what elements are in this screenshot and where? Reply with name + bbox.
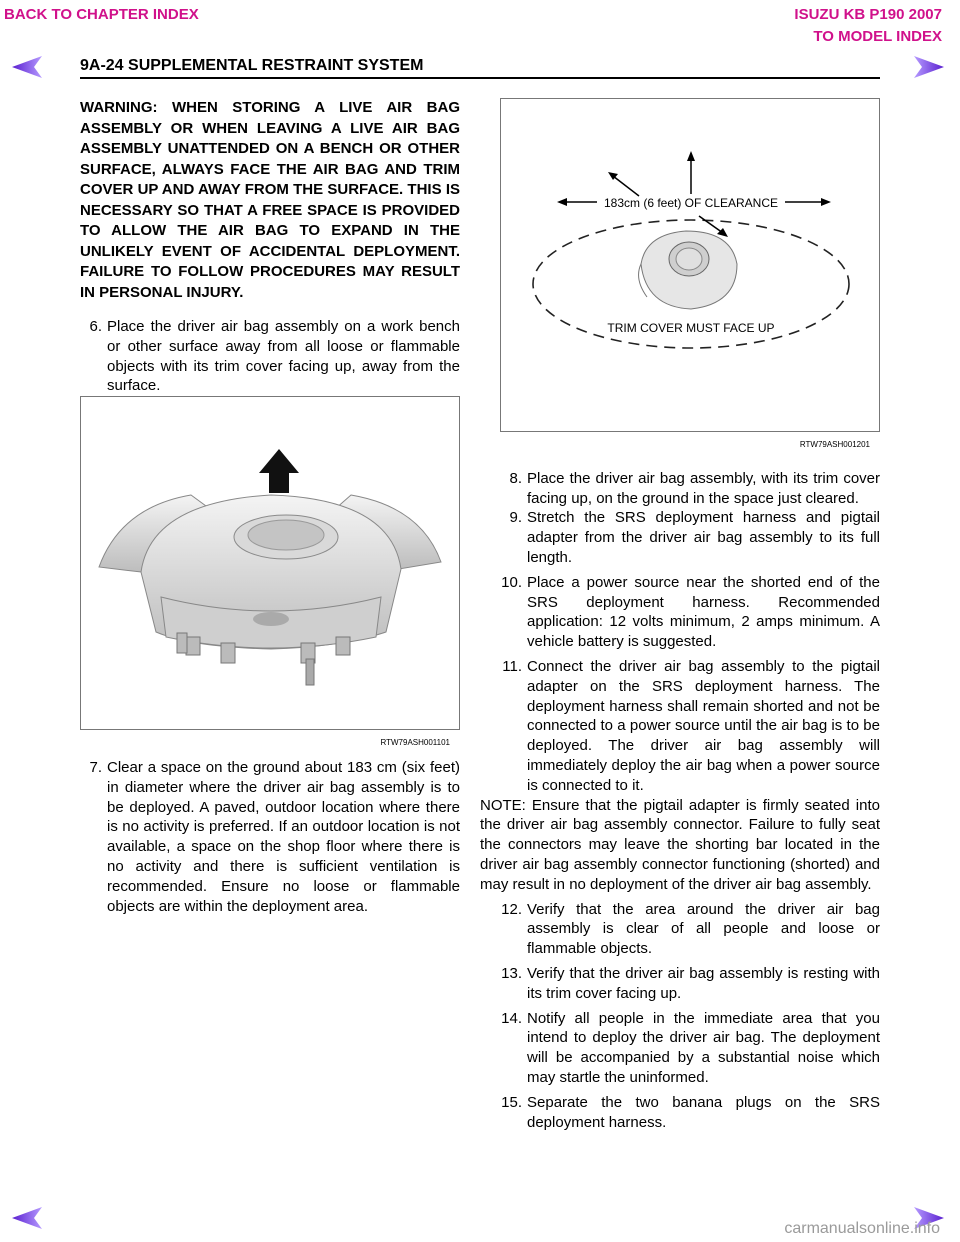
step-9	[500, 508, 880, 567]
step-text: Place the driver air bag assembly, with its trim cover facing up, on the ground in the space just cleared.	[527, 469, 880, 507]
right-column	[480, 98, 880, 1132]
warning-text: WARNING: WHEN STORING A LIVE AIR BAG ASSEMBLY OR WHEN LEAVING A LIVE AIR BAG ASSEMBLY UNATTENDED ON A BENCH OR OTHER SURFACE, ALWAYS FACE THE AIR BAG AND TRIM COVER UP AND AWAY FROM THE SURFACE. THIS IS NECESSARY SO THAT A FREE SPACE IS PROVIDED TO ALLOW THE AIR BAG TO EXPAND IN THE UNLIKELY EVENT OF ACCIDENTAL DEPLOYMENT. FAILURE TO FOLLOW PROCEDURES MAY RESULT IN PERSONAL INJURY.	[80, 99, 460, 301]
step-text: Place the driver air bag assembly on a work bench or other surface away from all loose or flammable objects with its trim cover facing up, away from the surface.	[107, 318, 460, 395]
step-number: 12.	[501, 900, 522, 918]
step-15	[500, 1093, 880, 1133]
step-8	[500, 469, 880, 509]
prev-page-arrow-icon[interactable]	[12, 56, 42, 78]
airbag-illustration	[81, 397, 459, 729]
step-14	[500, 1009, 880, 1088]
to-model-index-link[interactable]: TO MODEL INDEX	[813, 28, 942, 45]
page-header-title: 9A-24 SUPPLEMENTAL RESTRAINT SYSTEM	[80, 57, 424, 74]
site-watermark: carmanualsonline.info	[784, 1220, 940, 1237]
prev-page-arrow-icon[interactable]	[12, 1207, 42, 1229]
left-column	[80, 98, 460, 916]
step-text: Verify that the driver air bag assembly is resting with its trim cover facing up.	[527, 964, 880, 1002]
step-number: 11.	[502, 657, 522, 675]
next-page-arrow-icon[interactable]	[914, 56, 944, 78]
step-7	[80, 758, 460, 916]
step-number: 10.	[501, 573, 522, 591]
step-text: Stretch the SRS deployment harness and pigtail adapter from the driver air bag assembly to its full length.	[527, 509, 880, 566]
up-arrow-icon	[259, 449, 299, 493]
step-number: 15.	[501, 1093, 522, 1111]
step-number: 9.	[509, 509, 522, 527]
step-number: 14.	[501, 1009, 522, 1027]
step-13	[500, 964, 880, 1004]
figure-caption: RTW79ASH001101	[380, 738, 450, 748]
step-text: Separate the two banana plugs on the SRS deployment harness.	[527, 1093, 880, 1131]
step-number: 13.	[501, 964, 522, 982]
clearance-diagram	[501, 99, 879, 431]
step-11	[500, 657, 880, 796]
airbag-figure	[80, 396, 460, 730]
step-text: Verify that the area around the driver air bag assembly is clear of all people and loose or flammable objects.	[527, 900, 880, 958]
note-text: NOTE: Ensure that the pigtail adapter is firmly seated into the driver air bag assembly connector. Failure to fully seat the connectors may leave the shorting bar located in the driver air bag assembly connector functioning (shorted) and may result in no deployment of the driver air bag assembly.	[480, 796, 880, 893]
step-10	[500, 573, 880, 652]
step-12	[500, 900, 880, 959]
clearance-label: 183cm (6 feet) OF CLEARANCE	[603, 196, 779, 210]
step-text: Place a power source near the shorted end of the SRS deployment harness. Recommended application: 12 volts minimum, 2 amps minimum. A vehicle battery is suggested.	[527, 573, 880, 651]
figure-caption: RTW79ASH001201	[799, 440, 870, 449]
step-text: Connect the driver air bag assembly to the pigtail adapter on the SRS deployment harness. The deployment harness shall remain shorted and not be connected to a power source until the air bag is to be deployed. The driver air bag assembly will immediately deploy the air bag when a power source is connected to it.	[527, 657, 880, 794]
back-to-chapter-index-link[interactable]: BACK TO CHAPTER INDEX	[4, 6, 199, 23]
step-number: 6.	[89, 318, 102, 335]
clearance-figure	[500, 98, 880, 432]
step-number: 8.	[509, 469, 522, 487]
header-rule	[80, 77, 880, 79]
step-number: 7.	[89, 758, 102, 776]
step-text: Clear a space on the ground about 183 cm (six feet) in diameter where the driver air bag assembly is to be deployed. A paved, outdoor location where there is no activity is preferred. If an outdoor location is not available, a space on the shop floor where there is no activity and there is sufficient ventilation is recommended. Ensure no loose or flammable objects are within the deployment area.	[107, 758, 460, 915]
step-text: Notify all people in the immediate area that you intend to deploy the driver air bag. The deployment will be accompanied by a substantial noise which may startle the uninformed.	[527, 1009, 880, 1086]
model-title-link[interactable]: ISUZU KB P190 2007	[794, 6, 942, 23]
trim-cover-label: TRIM COVER MUST FACE UP	[607, 321, 775, 335]
step-6	[80, 317, 460, 396]
